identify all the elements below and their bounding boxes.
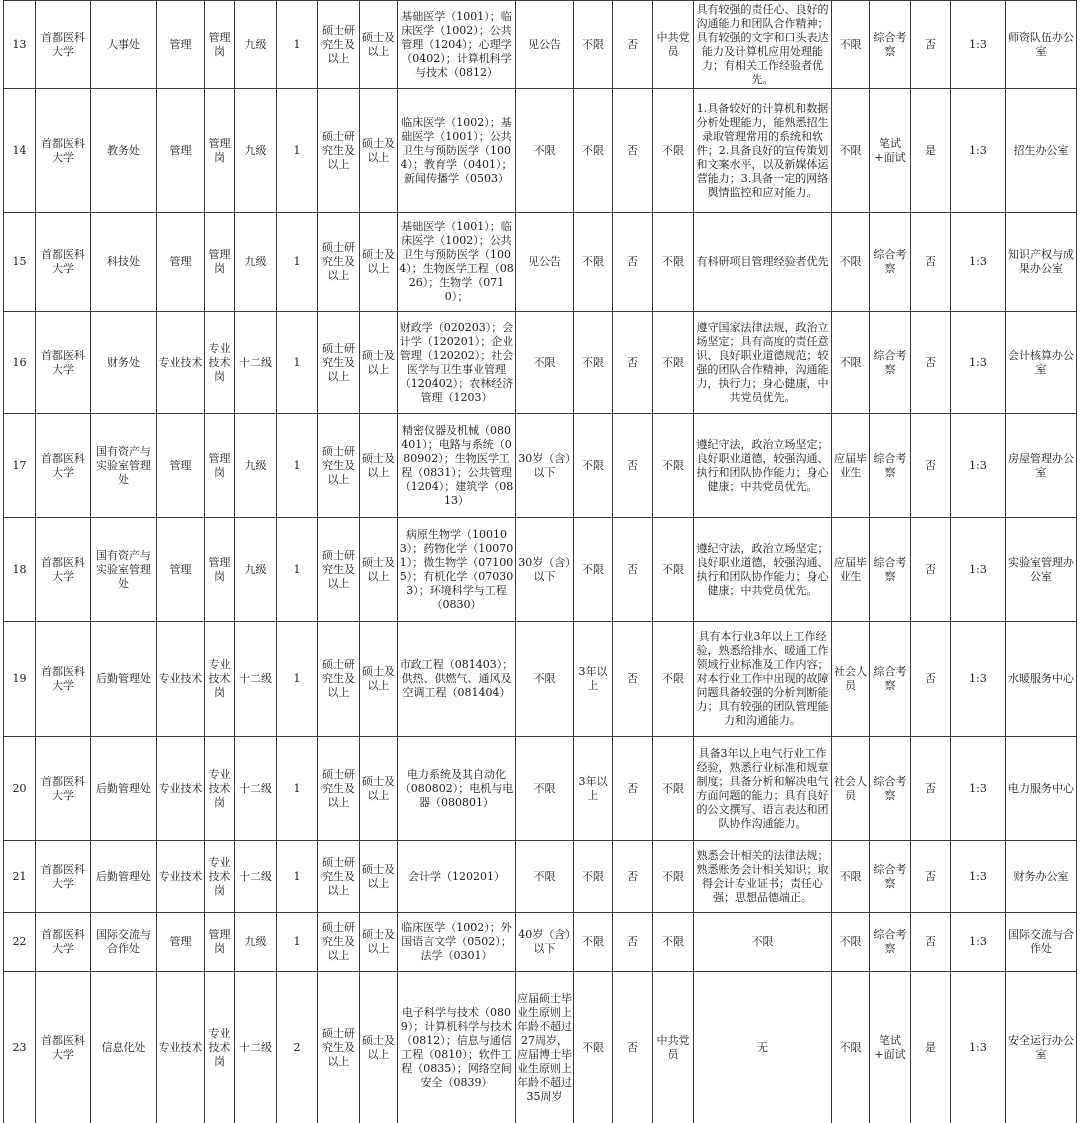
- office-name: 会计核算办公室: [1006, 312, 1077, 414]
- unit-name: 首都医科大学: [36, 414, 91, 518]
- exam-method: 笔试+面试: [870, 972, 911, 1123]
- candidate-source: 应届毕业生: [832, 414, 870, 518]
- post-type: 专业技术岗: [205, 622, 235, 737]
- candidate-source: 不限: [832, 972, 870, 1123]
- department: 人事处: [91, 1, 157, 89]
- department: 国有资产与实验室管理处: [91, 518, 157, 622]
- post-category: 管理: [157, 414, 205, 518]
- table-row: [4, 913, 1077, 972]
- major-requirement: 临床医学（1002）；外国语言文学（0502）；法学（0301）: [398, 913, 516, 972]
- age-requirement: 应届硕士毕业生原则上年龄不超过27周岁，应届博士毕业生原则上年龄不超过35周岁: [516, 972, 574, 1123]
- post-category: 管理: [157, 518, 205, 622]
- hire-count: 1: [277, 213, 318, 312]
- row-number: 20: [4, 737, 36, 841]
- age-requirement: 不限: [516, 841, 574, 913]
- office-name: 实验室管理办公室: [1006, 518, 1077, 622]
- beijing-household: 否: [613, 213, 653, 312]
- row-number: 13: [4, 1, 36, 89]
- age-requirement: 40岁（含）以下: [516, 913, 574, 972]
- table-row: [4, 841, 1077, 913]
- post-level: 十二级: [235, 841, 277, 913]
- major-requirement: 电力系统及其自动化（080802）；电机与电器（080801）: [398, 737, 516, 841]
- beijing-household: 否: [613, 89, 653, 213]
- unit-name: 首都医科大学: [36, 518, 91, 622]
- post-category: 管理: [157, 1, 205, 89]
- political-status: 不限: [653, 414, 694, 518]
- post-category: 管理: [157, 913, 205, 972]
- unit-name: 首都医科大学: [36, 972, 91, 1123]
- department: 教务处: [91, 89, 157, 213]
- unit-name: 首都医科大学: [36, 213, 91, 312]
- interview-ratio: 1:3: [951, 213, 1006, 312]
- candidate-source: 应届毕业生: [832, 518, 870, 622]
- beijing-household: 否: [613, 1, 653, 89]
- exam-method: 综合考察: [870, 1, 911, 89]
- post-level: 九级: [235, 414, 277, 518]
- interview-ratio: 1:3: [951, 312, 1006, 414]
- post-type: 管理岗: [205, 1, 235, 89]
- other-requirements: 无: [694, 972, 832, 1123]
- office-name: 招生办公室: [1006, 89, 1077, 213]
- education-requirement: 硕士研究生及以上: [318, 622, 360, 737]
- interview-ratio: 1:3: [951, 414, 1006, 518]
- table-row: [4, 89, 1077, 213]
- education-requirement: 硕士研究生及以上: [318, 414, 360, 518]
- table-row: [4, 972, 1077, 1123]
- ratio-flag: 否: [911, 1, 951, 89]
- department: 国际交流与合作处: [91, 913, 157, 972]
- political-status: 中共党员: [653, 1, 694, 89]
- political-status: 不限: [653, 518, 694, 622]
- ratio-flag: 否: [911, 213, 951, 312]
- office-name: 电力服务中心: [1006, 737, 1077, 841]
- recruitment-table: [3, 0, 1077, 1123]
- unit-name: 首都医科大学: [36, 737, 91, 841]
- post-type: 专业技术岗: [205, 841, 235, 913]
- candidate-source: 不限: [832, 841, 870, 913]
- office-name: 知识产权与成果办公室: [1006, 213, 1077, 312]
- political-status: 不限: [653, 737, 694, 841]
- age-requirement: 不限: [516, 622, 574, 737]
- other-requirements: 遵守国家法律法规，政治立场坚定；具有高度的责任意识、良好职业道德规范；较强的团队合作精神，沟通能力，执行力；身心健康，中共党员优先。: [694, 312, 832, 414]
- post-type: 专业技术岗: [205, 312, 235, 414]
- beijing-household: 否: [613, 972, 653, 1123]
- post-level: 九级: [235, 89, 277, 213]
- experience-requirement: 不限: [574, 518, 613, 622]
- exam-method: 综合考察: [870, 414, 911, 518]
- age-requirement: 不限: [516, 737, 574, 841]
- post-type: 管理岗: [205, 414, 235, 518]
- education-requirement: 硕士研究生及以上: [318, 972, 360, 1123]
- table-row: [4, 312, 1077, 414]
- degree-requirement: 硕士及以上: [360, 622, 398, 737]
- table-row: [4, 622, 1077, 737]
- table-row: [4, 518, 1077, 622]
- unit-name: 首都医科大学: [36, 622, 91, 737]
- hire-count: 1: [277, 622, 318, 737]
- ratio-flag: 否: [911, 312, 951, 414]
- major-requirement: 会计学（120201）: [398, 841, 516, 913]
- hire-count: 1: [277, 1, 318, 89]
- hire-count: 1: [277, 312, 318, 414]
- age-requirement: 见公告: [516, 213, 574, 312]
- major-requirement: 电子科学与技术（0809）；计算机科学与技术（0812）；信息与通信工程（0810）；软件工程（0835）；网络空间安全（0839）: [398, 972, 516, 1123]
- ratio-flag: 否: [911, 737, 951, 841]
- office-name: 水暖服务中心: [1006, 622, 1077, 737]
- degree-requirement: 硕士及以上: [360, 414, 398, 518]
- hire-count: 1: [277, 913, 318, 972]
- degree-requirement: 硕士及以上: [360, 518, 398, 622]
- beijing-household: 否: [613, 414, 653, 518]
- hire-count: 1: [277, 518, 318, 622]
- row-number: 18: [4, 518, 36, 622]
- table-row: [4, 737, 1077, 841]
- post-category: 专业技术: [157, 972, 205, 1123]
- interview-ratio: 1:3: [951, 737, 1006, 841]
- political-status: 不限: [653, 213, 694, 312]
- degree-requirement: 硕士及以上: [360, 1, 398, 89]
- candidate-source: 不限: [832, 213, 870, 312]
- post-level: 九级: [235, 213, 277, 312]
- unit-name: 首都医科大学: [36, 841, 91, 913]
- ratio-flag: 是: [911, 89, 951, 213]
- department: 后勤管理处: [91, 737, 157, 841]
- interview-ratio: 1:3: [951, 89, 1006, 213]
- other-requirements: 1.具备较好的计算机和数据分析处理能力，能熟悉招生录取管理常用的系统和软件；2.具备良好的宣传策划和文案水平，以及新媒体运营能力；3.具备一定的网络舆情监控和应对能力。: [694, 89, 832, 213]
- age-requirement: 不限: [516, 312, 574, 414]
- degree-requirement: 硕士及以上: [360, 213, 398, 312]
- post-type: 管理岗: [205, 213, 235, 312]
- experience-requirement: 3年以上: [574, 737, 613, 841]
- hire-count: 1: [277, 841, 318, 913]
- department: 科技处: [91, 213, 157, 312]
- beijing-household: 否: [613, 622, 653, 737]
- major-requirement: 财政学（020203）；会计学（120201）；企业管理（120202）；社会医学与卫生事业管理（120402）；农林经济管理（1203）: [398, 312, 516, 414]
- post-type: 管理岗: [205, 913, 235, 972]
- interview-ratio: 1:3: [951, 622, 1006, 737]
- exam-method: 综合考察: [870, 737, 911, 841]
- age-requirement: 30岁（含）以下: [516, 518, 574, 622]
- row-number: 14: [4, 89, 36, 213]
- hire-count: 1: [277, 737, 318, 841]
- political-status: 不限: [653, 913, 694, 972]
- post-level: 九级: [235, 913, 277, 972]
- exam-method: 综合考察: [870, 913, 911, 972]
- beijing-household: 否: [613, 737, 653, 841]
- political-status: 不限: [653, 622, 694, 737]
- table-row: [4, 414, 1077, 518]
- office-name: 财务办公室: [1006, 841, 1077, 913]
- post-type: 管理岗: [205, 518, 235, 622]
- exam-method: 综合考察: [870, 841, 911, 913]
- major-requirement: 基础医学（1001）；临床医学（1002）；公共卫生与预防医学（1004）；生物医学工程（0826）；生物学（0710）；: [398, 213, 516, 312]
- post-category: 管理: [157, 89, 205, 213]
- experience-requirement: 不限: [574, 1, 613, 89]
- education-requirement: 硕士研究生及以上: [318, 89, 360, 213]
- post-category: 专业技术: [157, 737, 205, 841]
- unit-name: 首都医科大学: [36, 312, 91, 414]
- row-number: 21: [4, 841, 36, 913]
- post-category: 专业技术: [157, 312, 205, 414]
- department: 财务处: [91, 312, 157, 414]
- experience-requirement: 不限: [574, 972, 613, 1123]
- table-row: [4, 213, 1077, 312]
- candidate-source: 不限: [832, 89, 870, 213]
- candidate-source: 不限: [832, 312, 870, 414]
- ratio-flag: 否: [911, 518, 951, 622]
- row-number: 16: [4, 312, 36, 414]
- post-level: 十二级: [235, 737, 277, 841]
- political-status: 中共党员: [653, 972, 694, 1123]
- education-requirement: 硕士研究生及以上: [318, 841, 360, 913]
- political-status: 不限: [653, 841, 694, 913]
- experience-requirement: 不限: [574, 414, 613, 518]
- age-requirement: 见公告: [516, 1, 574, 89]
- experience-requirement: 不限: [574, 312, 613, 414]
- education-requirement: 硕士研究生及以上: [318, 1, 360, 89]
- candidate-source: 不限: [832, 913, 870, 972]
- row-number: 22: [4, 913, 36, 972]
- post-level: 十二级: [235, 312, 277, 414]
- age-requirement: 30岁（含）以下: [516, 414, 574, 518]
- post-level: 十二级: [235, 622, 277, 737]
- degree-requirement: 硕士及以上: [360, 841, 398, 913]
- experience-requirement: 不限: [574, 213, 613, 312]
- experience-requirement: 不限: [574, 89, 613, 213]
- post-level: 九级: [235, 518, 277, 622]
- post-category: 专业技术: [157, 841, 205, 913]
- other-requirements: 遵纪守法，政治立场坚定；良好职业道德，较强沟通、执行和团队协作能力；身心健康；中共党员优先。: [694, 414, 832, 518]
- experience-requirement: 3年以上: [574, 622, 613, 737]
- other-requirements: 遵纪守法，政治立场坚定；良好职业道德，较强沟通、执行和团队协作能力；身心健康；中共党员优先。: [694, 518, 832, 622]
- row-number: 19: [4, 622, 36, 737]
- ratio-flag: 是: [911, 972, 951, 1123]
- major-requirement: 基础医学（1001）；临床医学（1002）；公共管理（1204）；心理学（0402）；计算机科学与技术（0812）: [398, 1, 516, 89]
- other-requirements: 具有本行业3年以上工作经验，熟悉给排水、暖通工作领域行业标准及工作内容；对本行业工作中出现的故障问题具备较强的分析判断能力；具有较强的团队管理能力和沟通能力。: [694, 622, 832, 737]
- exam-method: 笔试+面试: [870, 89, 911, 213]
- age-requirement: 不限: [516, 89, 574, 213]
- other-requirements: 有科研项目管理经验者优先: [694, 213, 832, 312]
- row-number: 17: [4, 414, 36, 518]
- post-type: 管理岗: [205, 89, 235, 213]
- other-requirements: 具备3年以上电气行业工作经验，熟悉行业标准和规章制度；具备分析和解决电气方面问题的能力；具有良好的公文撰写、语言表达和团队协作沟通能力。: [694, 737, 832, 841]
- candidate-source: 社会人员: [832, 622, 870, 737]
- interview-ratio: 1:3: [951, 972, 1006, 1123]
- table-row: [4, 1, 1077, 89]
- other-requirements: 熟悉会计相关的法律法规；熟悉账务会计相关知识；取得会计专业证书；责任心强；思想品德端正。: [694, 841, 832, 913]
- degree-requirement: 硕士及以上: [360, 737, 398, 841]
- department: 国有资产与实验室管理处: [91, 414, 157, 518]
- major-requirement: 市政工程（081403）；供热、供燃气、通风及空调工程（081404）: [398, 622, 516, 737]
- post-type: 专业技术岗: [205, 737, 235, 841]
- major-requirement: 精密仪器及机械（080401）；电路与系统（080902）；生物医学工程（0831）；公共管理（1204）；建筑学（0813）: [398, 414, 516, 518]
- office-name: 安全运行办公室: [1006, 972, 1077, 1123]
- candidate-source: 不限: [832, 1, 870, 89]
- degree-requirement: 硕士及以上: [360, 972, 398, 1123]
- other-requirements: 不限: [694, 913, 832, 972]
- post-category: 管理: [157, 213, 205, 312]
- education-requirement: 硕士研究生及以上: [318, 737, 360, 841]
- major-requirement: 临床医学（1002）；基础医学（1001）；公共卫生与预防医学（1004）；教育学（0401）；新闻传播学（0503）: [398, 89, 516, 213]
- experience-requirement: 不限: [574, 913, 613, 972]
- exam-method: 综合考察: [870, 518, 911, 622]
- education-requirement: 硕士研究生及以上: [318, 913, 360, 972]
- row-number: 15: [4, 213, 36, 312]
- ratio-flag: 否: [911, 414, 951, 518]
- beijing-household: 否: [613, 913, 653, 972]
- degree-requirement: 硕士及以上: [360, 312, 398, 414]
- post-level: 十二级: [235, 972, 277, 1123]
- interview-ratio: 1:3: [951, 913, 1006, 972]
- post-category: 专业技术: [157, 622, 205, 737]
- hire-count: 2: [277, 972, 318, 1123]
- beijing-household: 否: [613, 518, 653, 622]
- experience-requirement: 不限: [574, 841, 613, 913]
- unit-name: 首都医科大学: [36, 1, 91, 89]
- office-name: 国际交流与合作处: [1006, 913, 1077, 972]
- major-requirement: 病原生物学（100103）；药物化学（100701）；微生物学（071005）；有机化学（070303）；环境科学与工程（0830）: [398, 518, 516, 622]
- department: 后勤管理处: [91, 622, 157, 737]
- beijing-household: 否: [613, 312, 653, 414]
- hire-count: 1: [277, 414, 318, 518]
- political-status: 不限: [653, 89, 694, 213]
- department: 后勤管理处: [91, 841, 157, 913]
- education-requirement: 硕士研究生及以上: [318, 213, 360, 312]
- post-type: 专业技术岗: [205, 972, 235, 1123]
- unit-name: 首都医科大学: [36, 89, 91, 213]
- candidate-source: 社会人员: [832, 737, 870, 841]
- other-requirements: 具有较强的责任心、良好的沟通能力和团队合作精神；具有较强的文字和口头表达能力及计算机应用处理能力；有相关工作经验者优先。: [694, 1, 832, 89]
- office-name: 师资队伍办公室: [1006, 1, 1077, 89]
- ratio-flag: 否: [911, 622, 951, 737]
- interview-ratio: 1:3: [951, 518, 1006, 622]
- degree-requirement: 硕士及以上: [360, 913, 398, 972]
- education-requirement: 硕士研究生及以上: [318, 312, 360, 414]
- degree-requirement: 硕士及以上: [360, 89, 398, 213]
- ratio-flag: 否: [911, 841, 951, 913]
- education-requirement: 硕士研究生及以上: [318, 518, 360, 622]
- ratio-flag: 否: [911, 913, 951, 972]
- department: 信息化处: [91, 972, 157, 1123]
- interview-ratio: 1:3: [951, 1, 1006, 89]
- post-level: 九级: [235, 1, 277, 89]
- interview-ratio: 1:3: [951, 841, 1006, 913]
- hire-count: 1: [277, 89, 318, 213]
- unit-name: 首都医科大学: [36, 913, 91, 972]
- beijing-household: 否: [613, 841, 653, 913]
- exam-method: 综合考察: [870, 213, 911, 312]
- row-number: 23: [4, 972, 36, 1123]
- political-status: 不限: [653, 312, 694, 414]
- exam-method: 综合考察: [870, 312, 911, 414]
- office-name: 房屋管理办公室: [1006, 414, 1077, 518]
- exam-method: 综合考察: [870, 622, 911, 737]
